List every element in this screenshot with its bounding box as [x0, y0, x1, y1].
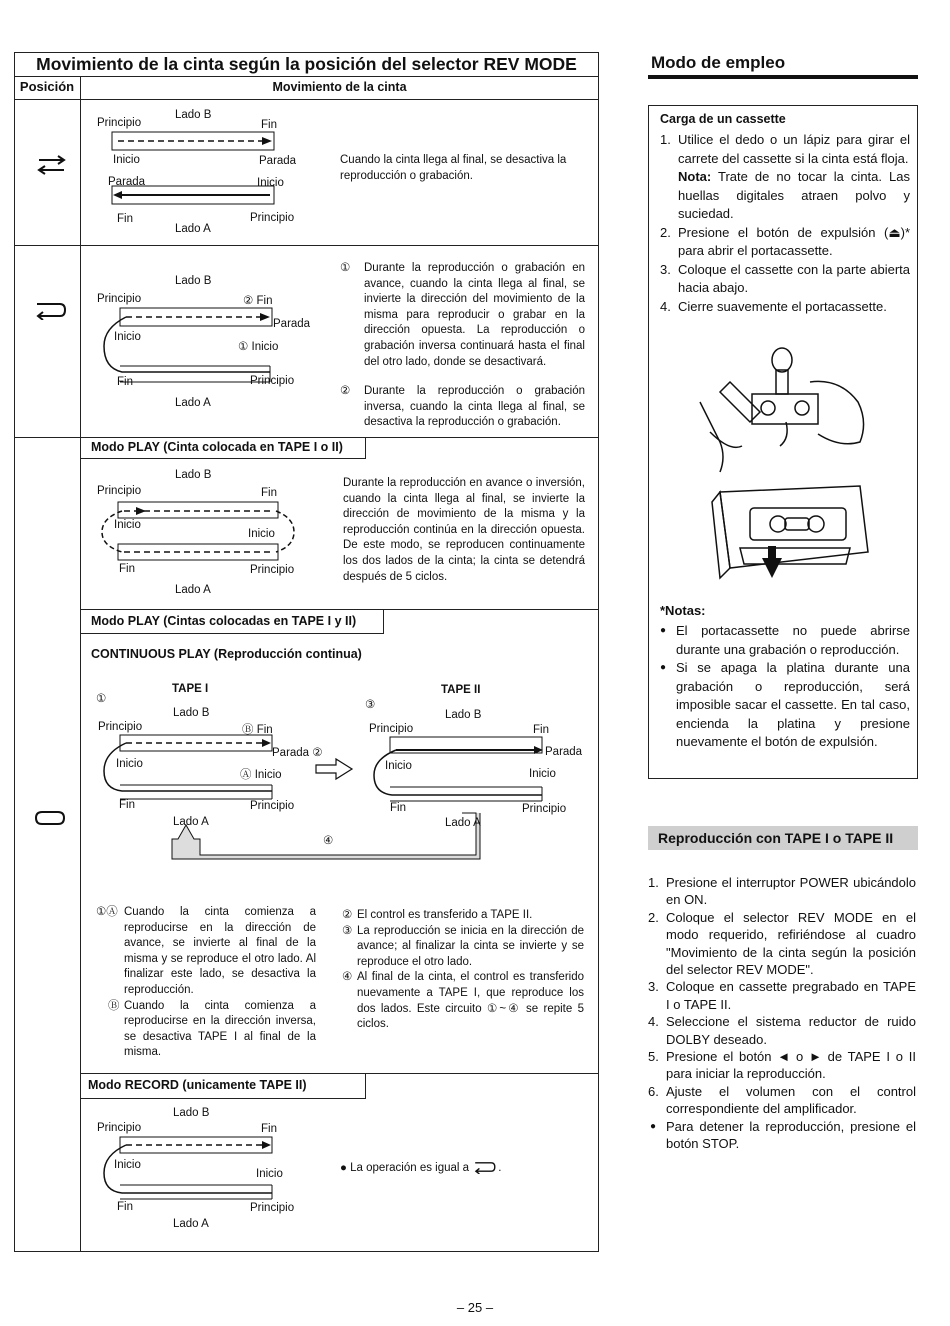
label-parada: Parada: [545, 746, 583, 758]
cassette-loading-illustration: [690, 342, 890, 600]
continuous-play-heading: CONTINUOUS PLAY (Reproducción continua): [91, 647, 362, 661]
notas-heading: *Notas:: [660, 603, 706, 618]
label-principio: Principio: [97, 485, 142, 497]
label-fin: Fin: [117, 213, 133, 225]
label-principio: Principio: [97, 117, 142, 129]
step-marker-1: ①: [96, 693, 107, 705]
label-lado-b: Lado B: [173, 1107, 210, 1119]
label-lado-b: Lado B: [175, 469, 212, 481]
label-fin: ② Fin: [243, 295, 273, 307]
diagram-3-description: Durante la reproducción en avance o inversión, cuando la cinta llega al final, se invierte la dirección de movimiento de la misma y la reproducción continúa en la dirección opuesta. De este modo, se reproducen continuamente los dos lados de la cinta; la cinta se detendrá después de 5 ciclos.: [343, 477, 585, 583]
column-header-position: Posición: [19, 79, 75, 94]
label-principio: Principio: [522, 803, 567, 815]
diagram-2-note-1: ① Durante la reproducción o grabación en avance, cuando la cinta llega al final, se invierte la dirección del movimiento de la misma para reproducir o grabar en la dirección opuesta. La reproducción o grabación inversa continuará hasta el final del otro lado, donde se desactivará.: [340, 262, 585, 368]
reverse-once-mode-icon: [34, 300, 68, 320]
record-mode-description: ● La operación es igual a .: [340, 1162, 502, 1174]
step-marker-4: ④: [323, 835, 334, 847]
label-principio: Principio: [250, 212, 295, 224]
label-inicio: Inicio: [529, 768, 556, 780]
label-principio: Principio: [250, 564, 295, 576]
label-inicio: Inicio: [116, 758, 143, 770]
list-item: 3. Coloque en cassette pregrabado en TAPE I o TAPE II.: [648, 979, 916, 1012]
label-lado-a: Lado A: [175, 223, 211, 235]
list-item: 3. Coloque el cassette con la parte abierta hacia abajo.: [660, 261, 910, 295]
label-principio: Principio: [250, 375, 295, 387]
label-lado-a: Lado A: [173, 816, 209, 828]
label-fin: Fin: [390, 802, 406, 814]
label-fin: Fin: [261, 487, 277, 499]
list-item: 2. Coloque el selector REV MODE en el modo requerido, refiriéndose al cuadro "Movimiento de la cinta según la posición del selector REV MODE".: [648, 909, 916, 978]
label-fin: Fin: [119, 563, 135, 575]
play-mode-dual-heading: Modo PLAY (Cintas colocadas en TAPE I y II): [91, 614, 357, 628]
label-principio: Principio: [97, 1122, 142, 1134]
one-way-mode-icon: [36, 155, 68, 175]
list-item: 6. Ajuste el volumen con el control correspondiente del amplificador.: [648, 1083, 916, 1117]
cassette-loading-steps: [660, 131, 910, 316]
record-mode-heading: Modo RECORD (unicamente TAPE II): [88, 1078, 307, 1092]
column-header-movement: Movimiento de la cinta: [272, 80, 407, 94]
continuous-mode-icon: [32, 808, 68, 828]
label-inicio: Inicio: [256, 1168, 283, 1180]
right-title: Modo de empleo: [651, 53, 786, 72]
label-fin: Fin: [117, 1201, 133, 1213]
label-principio: Principio: [369, 723, 414, 735]
label-lado-b: Lado B: [175, 109, 212, 121]
continuous-play-notes-left: ①Ⓐ Cuando la cinta comienza a reproducirse en la dirección de avance, se invierte al final de la misma y se reproduce el otro lado. Al finalizar este lado, se desactiva la reproducción. Ⓑ Cuando la cinta comienza a reproducirse en la dirección inversa, se desactiva TAPE I al final de la misma.: [96, 906, 316, 1059]
tape-path-diagram-1: [110, 130, 280, 214]
label-tape-2: TAPE II: [441, 684, 481, 696]
label-fin: Fin: [261, 1123, 277, 1135]
page-number: – 25 –: [456, 1300, 494, 1315]
playback-heading: Reproducción con TAPE I o TAPE II: [658, 830, 894, 846]
label-principio: Principio: [250, 800, 295, 812]
list-item: ● El portacassette no puede abrirse durante una grabación o reproducción.: [658, 622, 910, 659]
label-parada-step-2: Parada ②: [272, 747, 323, 759]
diagram-2-note-2: ② Durante la reproducción o grabación inversa, cuando la cinta llega al final, se desactiva la reproducción o grabación.: [340, 385, 585, 429]
label-lado-a: Lado A: [445, 817, 481, 829]
label-lado-a: Lado A: [175, 397, 211, 409]
label-lado-a: Lado A: [175, 584, 211, 596]
list-item: ● Para detener la reproducción, presione el botón STOP.: [650, 1118, 916, 1152]
label-fin: Ⓑ Fin: [242, 724, 273, 736]
list-item: 4. Cierre suavemente el portacassette.: [660, 298, 887, 314]
label-lado-a: Lado A: [173, 1218, 209, 1230]
label-lado-b: Lado B: [175, 275, 212, 287]
label-principio: Principio: [98, 721, 143, 733]
label-inicio: Inicio: [113, 154, 140, 166]
playback-steps: [648, 874, 916, 1153]
label-fin: Fin: [117, 376, 133, 388]
label-principio: Principio: [250, 1202, 295, 1214]
diagram-1-description: Cuando la cinta llega al final, se desactiva la reproducción o grabación.: [340, 154, 567, 182]
label-fin: Fin: [261, 119, 277, 131]
label-inicio: Inicio: [114, 519, 141, 531]
continuous-play-notes-right: ② El control es transferido a TAPE II. ③ La reproducción se inicia en la dirección de avance; al finalizar la cinta se invierte y se reproduce el otro lado. ④ Al final de la cinta, el control es transferido nuevamente a TAPE I, que reproduce los dos lados. Este circuito ①~④ se repite 5 ciclos.: [342, 909, 584, 1031]
label-fin: Fin: [119, 799, 135, 811]
step-marker-3: ③: [365, 699, 376, 711]
reverse-once-mode-icon: [472, 1160, 498, 1174]
label-parada: Parada: [273, 318, 311, 330]
label-inicio: Inicio: [257, 177, 284, 189]
label-lado-b: Lado B: [445, 709, 482, 721]
label-parada: Parada: [108, 176, 146, 188]
list-item: 4. Seleccione el sistema reductor de ruido DOLBY deseado.: [648, 1014, 916, 1047]
label-inicio: Inicio: [248, 528, 275, 540]
list-item: 5. Presione el botón ◄ o ► de TAPE I o II para iniciar la reproducción.: [648, 1049, 916, 1082]
list-item: 1. Utilice el dedo o un lápiz para girar el carrete del cassette si la cinta está floja. Nota: Trate de no tocar la cinta. Las huellas digitales atraen polvo y suciedad.: [660, 132, 910, 221]
label-tape-1: TAPE I: [172, 683, 209, 695]
cassette-loading-heading: Carga de un cassette: [660, 112, 786, 126]
list-item: 1. Presione el interruptor POWER ubicándolo en ON.: [648, 875, 916, 908]
label-principio: Principio: [97, 293, 142, 305]
play-mode-single-heading: Modo PLAY (Cinta colocada en TAPE I o II): [91, 440, 343, 454]
list-item: 2. Presione el botón de expulsión (⏏)* para abrir el portacassette.: [660, 224, 910, 258]
label-inicio: Inicio: [114, 331, 141, 343]
label-inicio: Inicio: [114, 1159, 141, 1171]
label-inicio: Ⓐ Inicio: [240, 769, 282, 781]
table-title: Movimiento de la cinta según la posición del selector REV MODE: [36, 54, 577, 74]
list-item: ● Si se apaga la platina durante una grabación o reproducción, será imposible sacar el cassette. En tal caso, encienda la platina y presione nuevamente el botón de expulsión.: [658, 659, 910, 752]
label-lado-b: Lado B: [173, 707, 210, 719]
label-fin: Fin: [533, 724, 549, 736]
label-inicio: Inicio: [385, 760, 412, 772]
cassette-notes-list: [658, 622, 910, 752]
label-parada: Parada: [259, 155, 297, 167]
label-inicio: ① Inicio: [238, 341, 279, 353]
